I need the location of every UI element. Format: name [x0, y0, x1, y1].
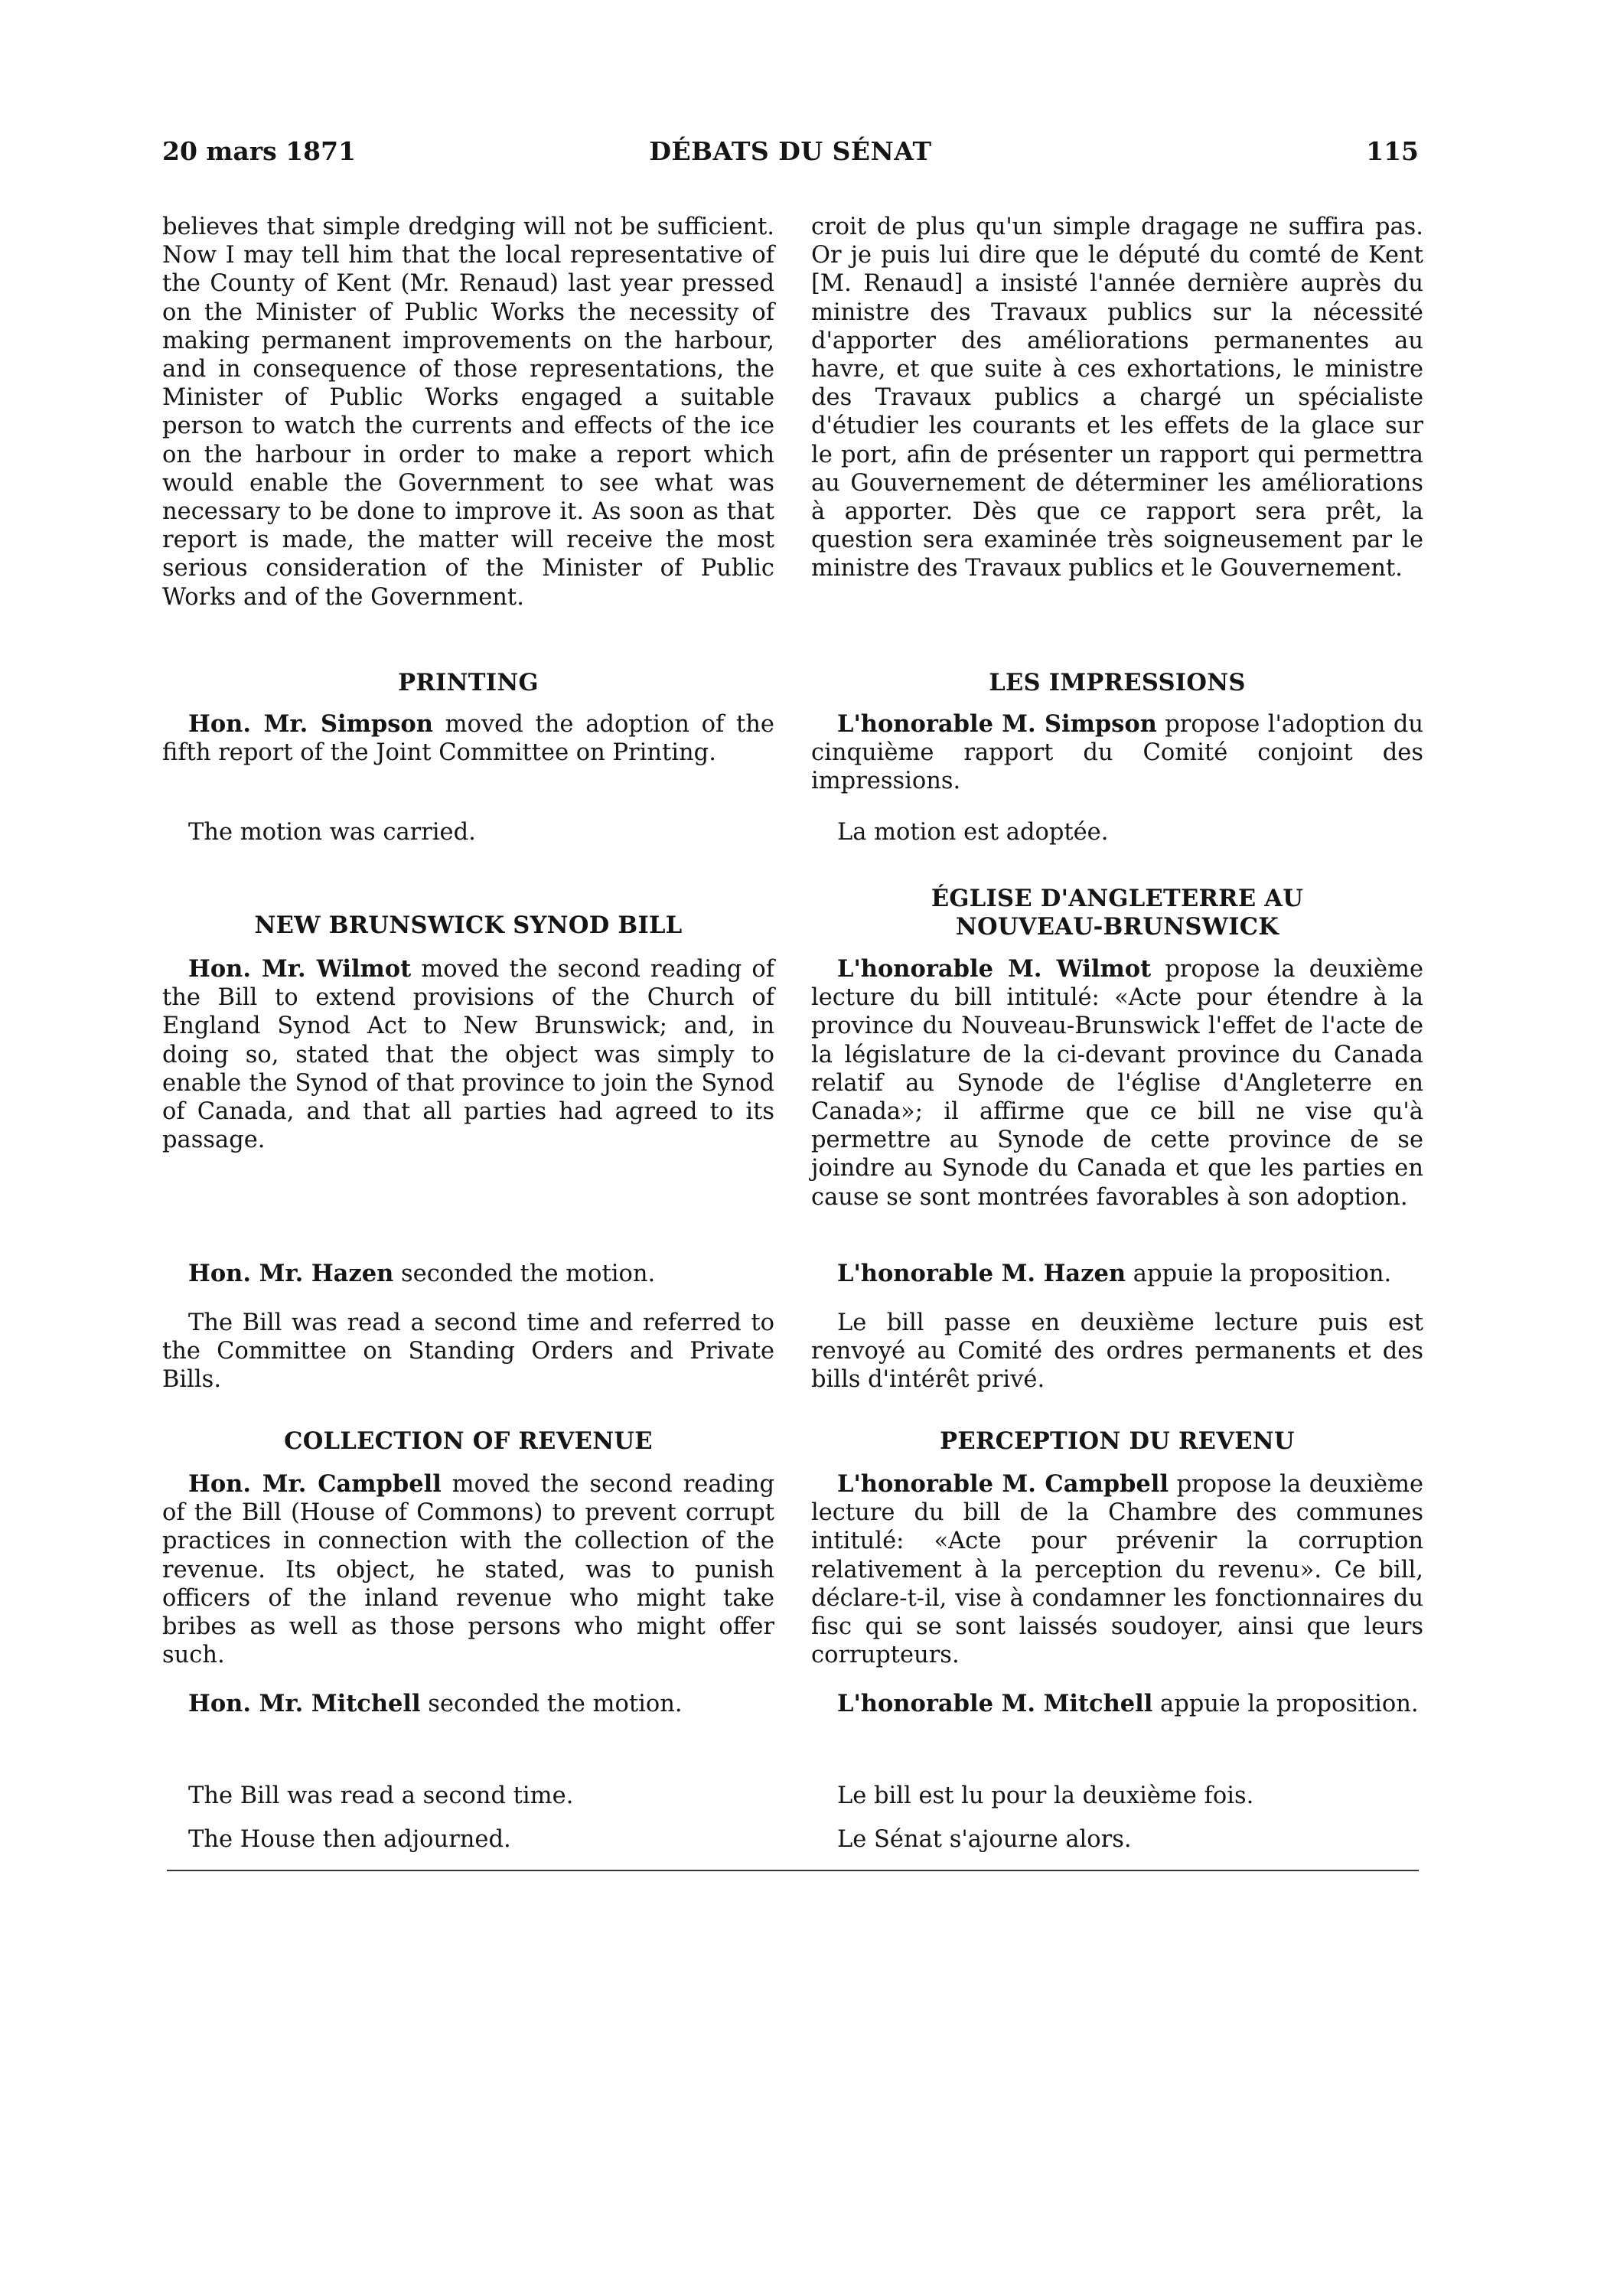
en-synod-seconder-text: seconded the motion.	[393, 1261, 656, 1287]
page-number: 115	[1366, 136, 1419, 166]
en-revenue-seconder	[162, 1690, 774, 1718]
page-header	[162, 136, 1419, 170]
en-printing-heading: PRINTING	[398, 669, 539, 696]
en-synod-result: The Bill was read a second time and referred to the Committee on Standing Orders and Private Bills.	[162, 1309, 774, 1394]
fr-printing-motion	[811, 710, 1423, 796]
en-revenue-motion	[162, 1470, 774, 1669]
fr-printing-motion-text: propose l'adoption du cinquième rapport du Comité conjoint des impressions.	[811, 711, 1423, 795]
en-printing-motion-text: moved the adoption of the fifth report of the Joint Committee on Printing.	[162, 711, 774, 767]
en-revenue-heading: COLLECTION OF REVENUE	[284, 1427, 653, 1455]
fr-printing-heading: LES IMPRESSIONS	[989, 669, 1246, 696]
en-printing-result: The motion was carried.	[188, 819, 476, 846]
fr-synod-motion-text: propose la deuxième lecture du bill intitulé: «Acte pour étendre à la province du Nouveau-Brunswick l'effet de l'acte de la législature de la ci-devant province du Canada relatif au Synode de l'église d'Angleterre en Canada»; il affirme que ce bill ne vise qu'à permettre au Synode de cette province de se joindre au Synode du Canada et que les parties en cause se sont montrées favorables à son adoption.	[811, 956, 1423, 1211]
en-synod-seconder	[162, 1260, 774, 1288]
fr-revenue-seconder-text: appuie la proposition.	[1152, 1691, 1419, 1717]
en-intro-paragraph: believes that simple dredging will not be sufficient. Now I may tell him that the local representative of the County of Kent (Mr. Renaud) last year pressed on the Minister of Public Works the necessity of making permanent improvements on the harbour, and in consequence of those representations, the Minister of Public Works engaged a suitable person to watch the currents and effects of the ice on the harbour in order to make a report which would enable the Government to see what was necessary to be done to improve it. As soon as that report is made, the matter will receive the most serious consideration of the Minister of Public Works and of the Government.	[162, 214, 774, 611]
fr-synod-seconder-name: L'honorable M. Hazen	[837, 1260, 1126, 1287]
fr-revenue-seconder	[811, 1690, 1423, 1718]
en-revenue-motion-text: moved the second reading of the Bill (House of Commons) to prevent corrupt practices in connection with the collection of the revenue. Its object, he stated, was to punish officers of the inland revenue who might take bribes as well as those persons who might offer such.	[162, 1471, 774, 1669]
bottom-rule	[167, 1870, 1419, 1871]
fr-revenue-motion-text: propose la deuxième lecture du bill de la Chambre des communes intitulé: «Acte pour prévenir la corruption relativement à la perception du revenu». Ce bill, déclare-t-il, vise à condamner les fonctionnaires du fisc qui se sont laissés soudoyer, ainsi que leurs corrupteurs.	[811, 1471, 1423, 1669]
fr-adjourn: Le Sénat s'ajourne alors.	[837, 1826, 1132, 1853]
fr-revenue-heading: PERCEPTION DU REVENU	[940, 1427, 1295, 1455]
en-printing-motion	[162, 710, 774, 767]
fr-revenue-result: Le bill est lu pour la deuxième fois.	[837, 1782, 1254, 1809]
fr-synod-result: Le bill passe en deuxième lecture puis est renvoyé au Comité des ordres permanents et des bills d'intérêt privé.	[811, 1309, 1423, 1394]
fr-synod-motion	[811, 955, 1423, 1212]
header-date: 20 mars 1871	[162, 136, 357, 166]
fr-revenue-motion	[811, 1470, 1423, 1669]
header-title: DÉBATS DU SÉNAT	[649, 136, 932, 166]
fr-revenue-speaker: L'honorable M. Campbell	[837, 1470, 1169, 1498]
fr-synod-seconder-text: appuie la proposition.	[1126, 1261, 1392, 1287]
en-revenue-result: The Bill was read a second time.	[188, 1782, 574, 1809]
fr-synod-heading-line1: ÉGLISE D'ANGLETERRE AU	[931, 885, 1304, 912]
en-printing-speaker: Hon. Mr. Simpson	[188, 710, 433, 738]
en-revenue-speaker: Hon. Mr. Campbell	[188, 1470, 442, 1498]
en-synod-speaker: Hon. Mr. Wilmot	[188, 955, 412, 983]
en-revenue-seconder-text: seconded the motion.	[420, 1691, 683, 1717]
en-synod-seconder-name: Hon. Mr. Hazen	[188, 1260, 394, 1287]
en-revenue-seconder-name: Hon. Mr. Mitchell	[188, 1690, 421, 1717]
fr-printing-result: La motion est adoptée.	[837, 819, 1109, 846]
fr-synod-heading-line2: NOUVEAU-BRUNSWICK	[955, 913, 1279, 941]
fr-revenue-seconder-name: L'honorable M. Mitchell	[837, 1690, 1153, 1717]
en-synod-heading: NEW BRUNSWICK SYNOD BILL	[254, 912, 683, 939]
fr-intro-paragraph: croit de plus qu'un simple dragage ne suffira pas. Or je puis lui dire que le député du comté de Kent [M. Renaud] a insisté l'année dernière auprès du ministre des Travaux publics sur la nécessité d'apporter des améliorations permanentes au havre, et que suite à ces exhortations, le ministre des Travaux publics a chargé un spécialiste d'étudier les courants et les effets de la glace sur le port, afin de présenter un rapport qui permettra au Gouvernement de déterminer les améliorations à apporter. Dès que ce rapport sera prêt, la question sera examinée très soigneusement par le ministre des Travaux publics et le Gouvernement.	[811, 214, 1423, 582]
fr-printing-speaker: L'honorable M. Simpson	[837, 710, 1157, 738]
en-synod-motion	[162, 955, 774, 1154]
en-adjourn: The House then adjourned.	[188, 1826, 511, 1853]
fr-synod-seconder	[811, 1260, 1423, 1288]
en-synod-motion-text: moved the second reading of the Bill to extend provisions of the Church of England Synod Act to New Brunswick; and, in doing so, stated that the object was simply to enable the Synod of that province to join the Synod of Canada, and that all parties had agreed to its passage.	[162, 956, 774, 1154]
fr-synod-speaker: L'honorable M. Wilmot	[837, 955, 1152, 983]
fr-synod-heading	[811, 885, 1423, 941]
